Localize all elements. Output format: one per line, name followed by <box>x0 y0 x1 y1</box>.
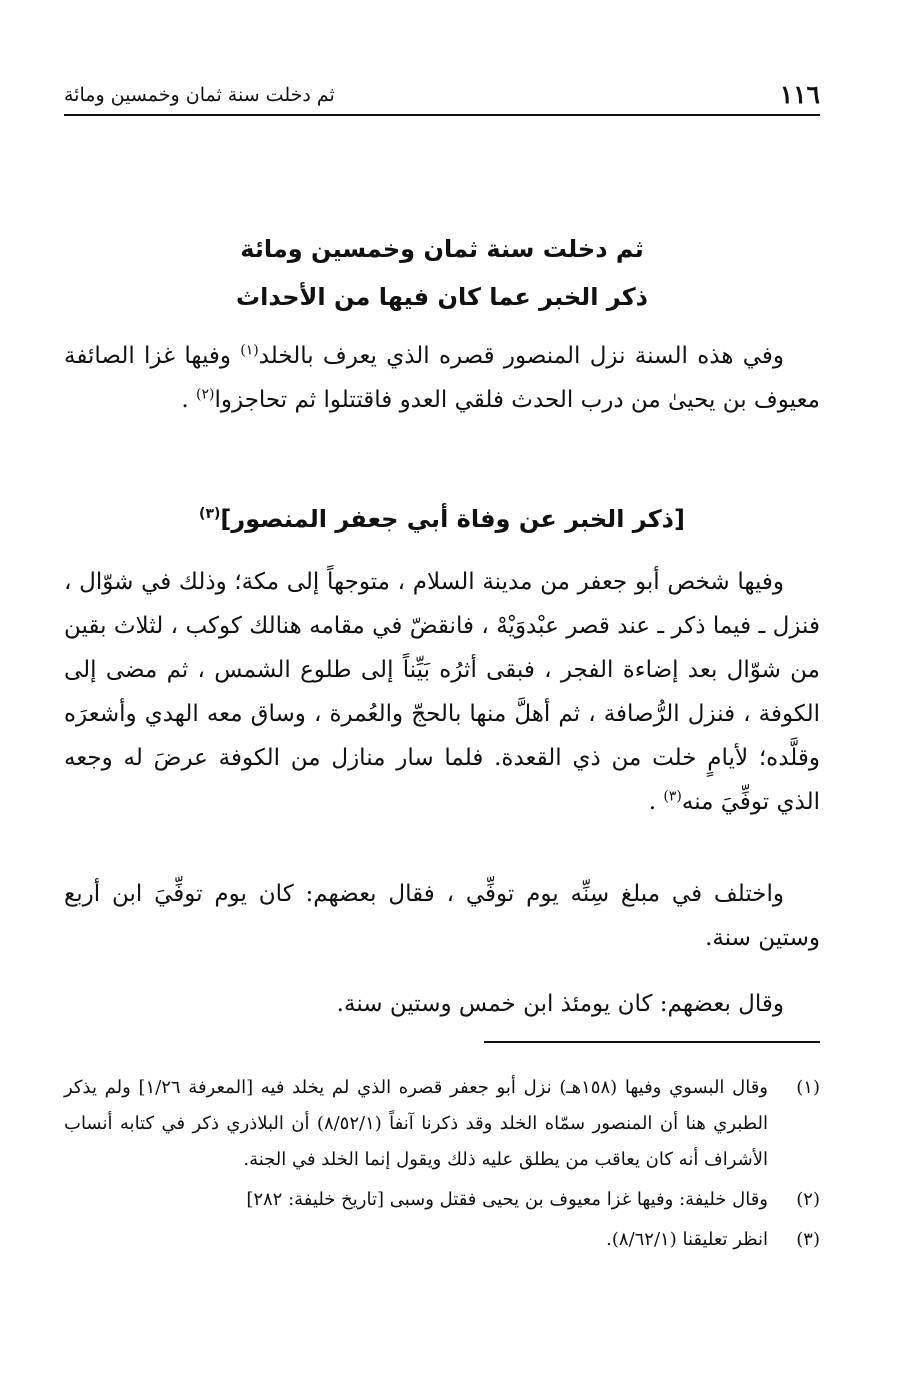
footnote-3 <box>64 1222 820 1258</box>
footnote-1 <box>64 1070 820 1178</box>
running-title: ثم دخلت سنة ثمان وخمسين ومائة <box>64 84 335 106</box>
section-heading <box>64 495 820 543</box>
paragraph-3-text: واختلف في مبلغ سِنِّه يوم توفِّي ، فقال بعضهم: كان يوم توفِّيَ ابن أربع وستين سنة. <box>64 881 820 951</box>
chapter-headings <box>64 225 820 321</box>
year-heading: ثم دخلت سنة ثمان وخمسين ومائة <box>240 235 644 263</box>
paragraph-1-text-b: وفيها غزا الصائفة معيوف بن يحيىٰ من درب الحدث فلقي العدو فاقتتلوا ثم تحاجزوا <box>64 343 820 413</box>
paragraph-1-text-c: . <box>181 387 197 413</box>
events-heading: ذكر الخبر عما كان فيها من الأحداث <box>236 283 648 311</box>
footnote-separator <box>484 1041 820 1043</box>
footnote-2-text: وقال خليفة: وفيها غزا معيوف بن يحيى فقتل وسبى [تاريخ خليفة: ٢٨٢] <box>246 1189 768 1210</box>
footnote-ref-2: (٢) <box>196 386 215 403</box>
paragraph-4 <box>64 982 820 1026</box>
footnote-2-number: (٢) <box>796 1189 820 1210</box>
section-title: [ذكر الخبر عن وفاة أبي جعفر المنصور] <box>220 505 685 533</box>
paragraph-1-text-a: وفي هذه السنة نزل المنصور قصره الذي يعرف بالخلد <box>258 343 784 369</box>
paragraph-3 <box>64 872 820 960</box>
footnote-3-text: انظر تعليقنا (٨/٦٢/١). <box>606 1229 768 1250</box>
running-header <box>64 78 820 116</box>
paragraph-2-text: وفيها شخص أبو جعفر من مدينة السلام ، متوجهاً إلى مكة؛ وذلك في شوّال ، فنزل ـ فيما ذكر ـ عند قصر عبْدوَيْهْ ، فانقضّ في مقامه هنالك كوكب ، لثلاث بقين من شوّال بعد إضاءة الفجر ، فبقى أثرُه بَيِّناً إلى طلوع الشمس ، ثم مضى إلى الكوفة ، فنزل الرُّصافة ، ثم أهلَّ منها بالحجّ والعُمرة ، وساق معه الهدي وأشعرَه وقلَّده؛ لأيامٍ خلت من ذي القعدة. فلما سار منازل من الكوفة عرضَ له وجعه الذي توفِّيَ منه <box>64 569 821 815</box>
footnote-ref-1: (١) <box>240 342 259 359</box>
paragraph-2 <box>64 560 820 824</box>
page-number: ١١٦ <box>779 80 820 109</box>
footnote-ref-3b: (٣) <box>663 788 682 805</box>
footnote-2 <box>64 1182 820 1218</box>
paragraph-2-end: . <box>648 789 664 815</box>
footnote-1-text: وقال البسوي وفيها (١٥٨هـ) نزل أبو جعفر قصره الذي لم يخلد فيه [المعرفة ١/٢٦] ولم يذكر الطبري هنا أن المنصور سمّاه الخلد وقد ذكرنا آنفاً (٨/٥٢/١) أن البلاذري ذكر في كتابه أنساب الأشراف أنه كان يعاقب من يطلق عليه ذلك ويقول إنما الخلد في الجنة. <box>64 1077 769 1170</box>
footnote-3-number: (٣) <box>796 1229 820 1250</box>
paragraph-1 <box>64 334 820 422</box>
footnote-1-number: (١) <box>796 1077 820 1098</box>
footnotes <box>64 1070 820 1262</box>
book-page <box>64 0 820 1392</box>
paragraph-4-text: وقال بعضهم: كان يومئذ ابن خمس وستين سنة. <box>336 991 784 1017</box>
footnote-ref-3: (٣) <box>199 506 221 522</box>
